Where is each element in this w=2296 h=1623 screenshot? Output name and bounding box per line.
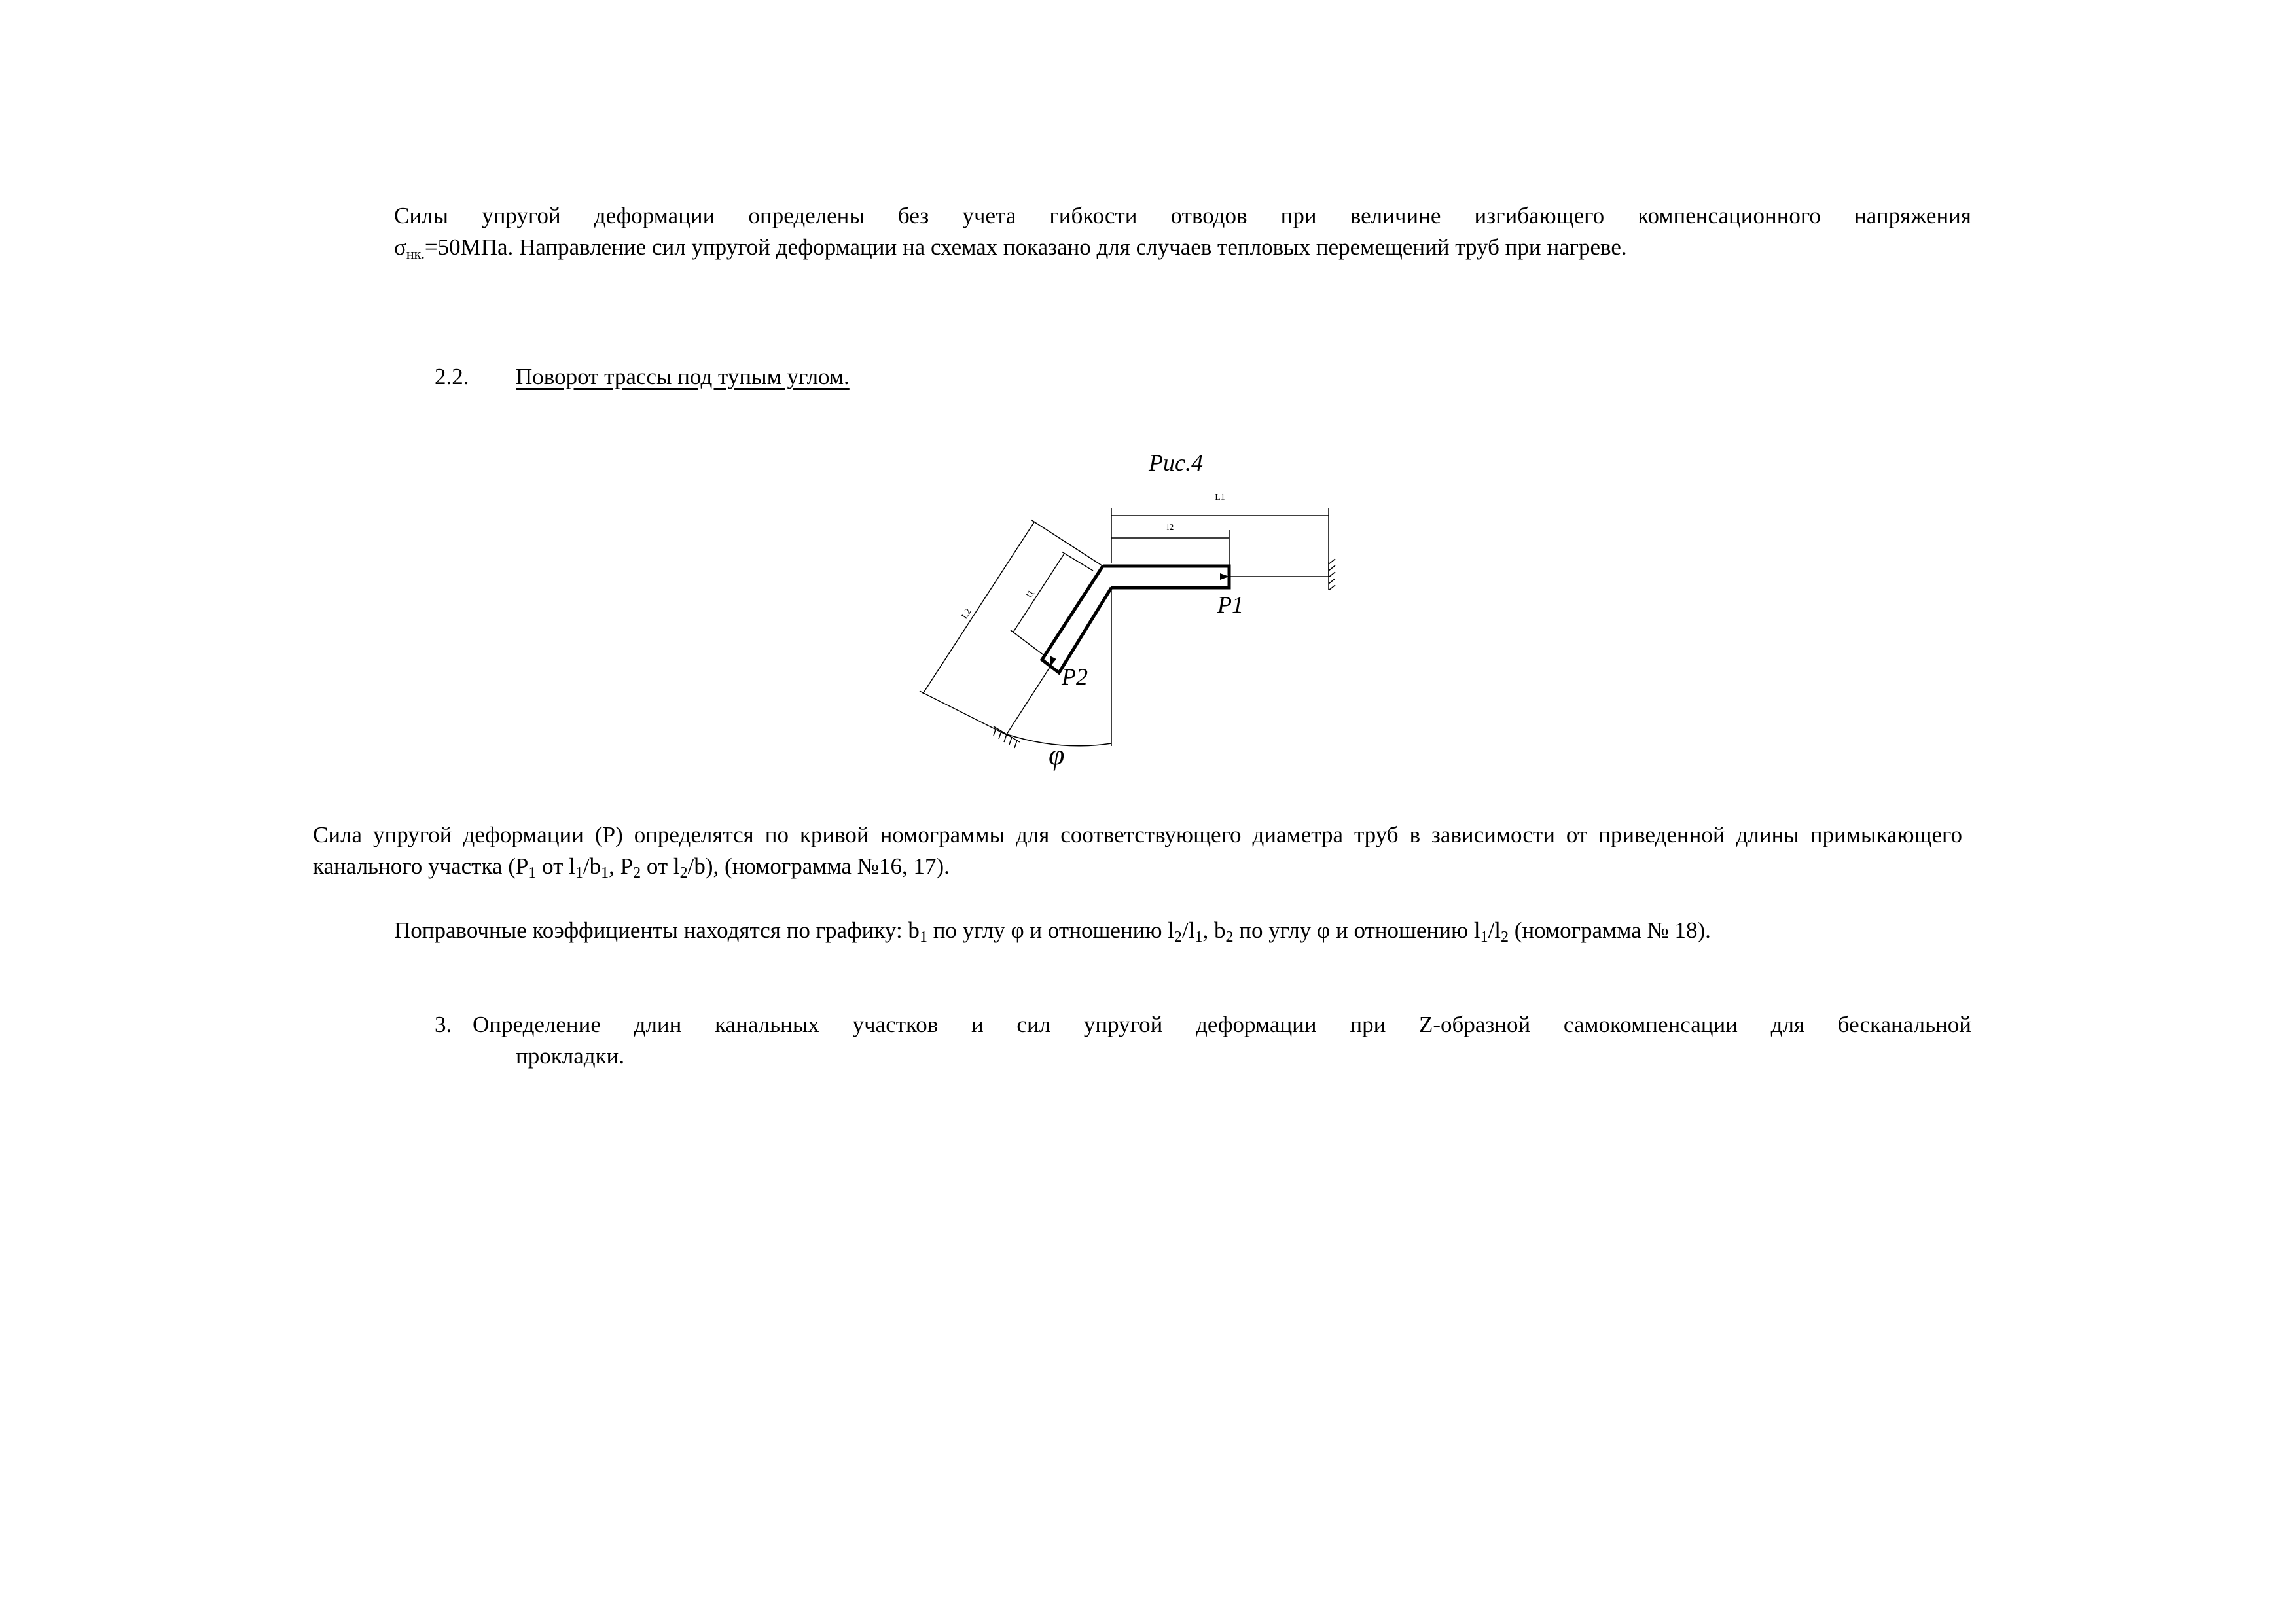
inclined-centerline xyxy=(1007,666,1050,734)
text-run: (номограмма № 18). xyxy=(1509,918,1711,943)
subscript: 2 xyxy=(633,865,641,882)
figure-caption: Рис.4 xyxy=(1149,450,1203,476)
extension-line xyxy=(1011,630,1045,656)
text-run: Поправочные коэффициенты находятся по графику: b xyxy=(394,918,920,943)
text-run: /l xyxy=(1488,918,1501,943)
dimension-line-L2 xyxy=(923,522,1034,694)
text-run: , Р xyxy=(609,853,634,879)
force-arrow-p2 xyxy=(1050,656,1056,666)
text-run: /b), (номограмма №16, 17). xyxy=(687,853,950,879)
text-run: от l xyxy=(536,853,575,879)
sigma-symbol: σ xyxy=(394,234,406,260)
text-run: =50МПа. Направление сил упругой деформации на схемах показано для случаев тепловых перемещений труб при нагреве. xyxy=(424,234,1627,260)
section-title: Поворот трассы под тупым углом. xyxy=(516,364,850,389)
text-run: Силы упругой деформации определены без учета гибкости отводов при величине изгибающего компенсационного напряжения xyxy=(394,203,1971,228)
extension-line xyxy=(1031,520,1103,566)
label-L2: L2 xyxy=(960,607,974,621)
item-text xyxy=(473,1009,1971,1072)
subscript: 2 xyxy=(1174,929,1183,946)
text-run: /l xyxy=(1182,918,1195,943)
paragraph-line-1 xyxy=(394,200,1971,232)
inclined-pipe xyxy=(1042,566,1111,673)
text-run: по углу φ и отношению l xyxy=(927,918,1175,943)
paragraph-force-determination xyxy=(313,819,1962,882)
paragraph-line-2 xyxy=(394,232,1971,270)
horizontal-pipe xyxy=(1103,566,1229,588)
numbered-item-3 xyxy=(435,1009,1971,1072)
subscript: 2 xyxy=(1501,929,1509,946)
paragraph-elastic-forces xyxy=(394,200,1971,270)
label-l2: l2 xyxy=(1166,523,1174,533)
subscript: 1 xyxy=(919,929,927,946)
subscript: 1 xyxy=(601,865,609,882)
item-line-2: прокладки. xyxy=(516,1043,625,1069)
subscript: 1 xyxy=(1194,929,1203,946)
subscript: 2 xyxy=(679,865,688,882)
label-P1: P1 xyxy=(1217,592,1244,618)
text-run: от l xyxy=(641,853,680,879)
label-P2: P2 xyxy=(1062,664,1088,690)
sigma-subscript: нк. xyxy=(406,245,425,262)
item-line-1: Определение длин канальных участков и сил упругой деформации при Z-образной самокомпенсации для бесканальной xyxy=(473,1012,1971,1037)
subscript: 1 xyxy=(528,865,537,882)
pipe-turn-diagram xyxy=(903,484,1374,772)
text-run: , b xyxy=(1202,918,1226,943)
extension-line xyxy=(920,691,1008,736)
extension-line xyxy=(1062,552,1093,571)
text-run: по углу φ и отношению l xyxy=(1233,918,1480,943)
dimension-line-l1 xyxy=(1013,554,1064,632)
text-run: Сила упругой деформации (Р) определятся по кривой номограммы для соответствующего диаметра труб в зависимости от приведенной длины примыкающего канального участка (Р xyxy=(313,822,1962,879)
label-phi: φ xyxy=(1049,739,1065,771)
text-run: /b xyxy=(583,853,601,879)
label-l1: l1 xyxy=(1024,588,1037,600)
fixed-support-right xyxy=(1329,559,1335,590)
label-L1: L1 xyxy=(1215,493,1225,503)
paragraph-correction-coefficients xyxy=(394,915,1971,946)
item-number: 3. xyxy=(435,1012,452,1037)
subscript: 1 xyxy=(1480,929,1488,946)
subscript: 2 xyxy=(1225,929,1234,946)
section-number: 2.2. xyxy=(435,364,469,389)
subscript: 1 xyxy=(575,865,583,882)
